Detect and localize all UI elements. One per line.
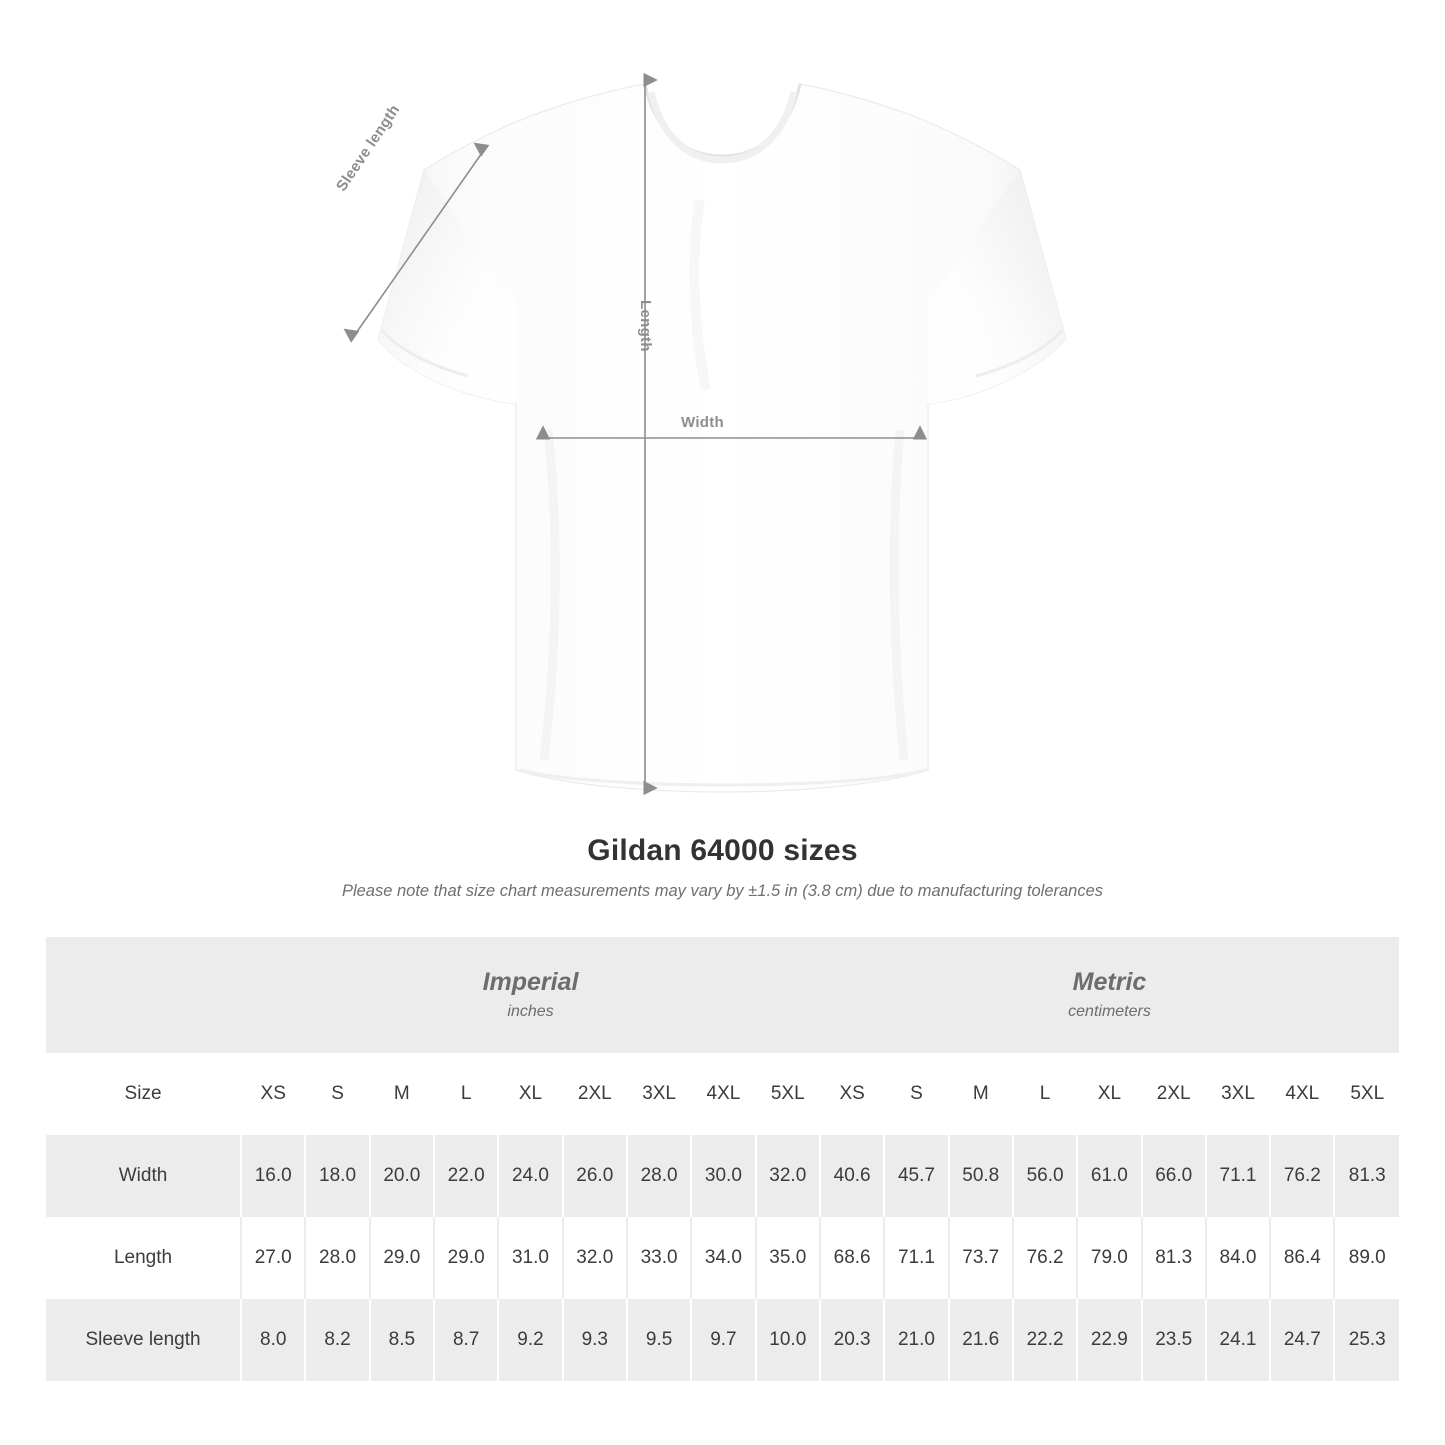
- size-header-cell: 5XL: [1334, 1053, 1399, 1135]
- table-cell: 10.0: [756, 1299, 820, 1381]
- size-header-cell: 2XL: [1142, 1053, 1206, 1135]
- table-cell: 61.0: [1077, 1135, 1141, 1217]
- size-header-cell: XL: [498, 1053, 562, 1135]
- size-header-cell: M: [949, 1053, 1013, 1135]
- table-cell: 86.4: [1270, 1217, 1334, 1299]
- table-cell: 29.0: [370, 1217, 434, 1299]
- table-cell: 89.0: [1334, 1217, 1399, 1299]
- table-cell: 9.7: [691, 1299, 755, 1381]
- row-label-sleeve-length: Sleeve length: [46, 1299, 241, 1381]
- size-header-cell: M: [370, 1053, 434, 1135]
- unit-group-imperial-name: Imperial: [482, 968, 579, 997]
- unit-group-imperial: [241, 937, 820, 1053]
- table-cell: 26.0: [563, 1135, 627, 1217]
- table-cell: 9.3: [563, 1299, 627, 1381]
- table-cell: 22.0: [434, 1135, 498, 1217]
- unit-row-spacer: [46, 937, 241, 1053]
- table-cell: 76.2: [1013, 1217, 1077, 1299]
- table-cell: 20.3: [820, 1299, 884, 1381]
- row-header-size: Size: [46, 1053, 241, 1135]
- table-cell: 31.0: [498, 1217, 562, 1299]
- table-row: [46, 1217, 1399, 1299]
- table-cell: 84.0: [1206, 1217, 1270, 1299]
- table-cell: 22.2: [1013, 1299, 1077, 1381]
- size-header-cell: S: [884, 1053, 948, 1135]
- sleeve-length-dimension-label: Sleeve length: [333, 101, 404, 195]
- table-cell: 56.0: [1013, 1135, 1077, 1217]
- unit-group-metric: [820, 937, 1399, 1053]
- size-header-cell: 3XL: [627, 1053, 691, 1135]
- table-cell: 45.7: [884, 1135, 948, 1217]
- table-cell: 35.0: [756, 1217, 820, 1299]
- table-cell: 21.6: [949, 1299, 1013, 1381]
- table-cell: 33.0: [627, 1217, 691, 1299]
- table-cell: 29.0: [434, 1217, 498, 1299]
- table-cell: 24.7: [1270, 1299, 1334, 1381]
- table-cell: 23.5: [1142, 1299, 1206, 1381]
- table-cell: 34.0: [691, 1217, 755, 1299]
- table-cell: 81.3: [1142, 1217, 1206, 1299]
- table-cell: 8.5: [370, 1299, 434, 1381]
- table-cell: 24.0: [498, 1135, 562, 1217]
- table-cell: 18.0: [305, 1135, 369, 1217]
- table-cell: 20.0: [370, 1135, 434, 1217]
- table-cell: 71.1: [884, 1217, 948, 1299]
- table-cell: 66.0: [1142, 1135, 1206, 1217]
- length-dimension-label: Length: [637, 300, 654, 352]
- table-row: [46, 1299, 1399, 1381]
- table-cell: 27.0: [241, 1217, 305, 1299]
- size-header-cell: 2XL: [563, 1053, 627, 1135]
- table-cell: 8.7: [434, 1299, 498, 1381]
- size-header-cell: XS: [241, 1053, 305, 1135]
- size-header-cell: 5XL: [756, 1053, 820, 1135]
- size-header-cell: L: [1013, 1053, 1077, 1135]
- table-cell: 40.6: [820, 1135, 884, 1217]
- table-cell: 71.1: [1206, 1135, 1270, 1217]
- page-title: Gildan 64000 sizes: [587, 834, 858, 867]
- table-cell: 50.8: [949, 1135, 1013, 1217]
- table-cell: 79.0: [1077, 1217, 1141, 1299]
- size-header-cell: L: [434, 1053, 498, 1135]
- table-cell: 8.2: [305, 1299, 369, 1381]
- size-header-cell: 4XL: [691, 1053, 755, 1135]
- size-header-cell: S: [305, 1053, 369, 1135]
- row-label-length: Length: [46, 1217, 241, 1299]
- table-cell: 21.0: [884, 1299, 948, 1381]
- table-cell: 30.0: [691, 1135, 755, 1217]
- table-cell: 22.9: [1077, 1299, 1141, 1381]
- table-cell: 32.0: [563, 1217, 627, 1299]
- size-chart-table: [46, 937, 1399, 1381]
- table-cell: 9.5: [627, 1299, 691, 1381]
- table-cell: 28.0: [627, 1135, 691, 1217]
- chart-heading-block: [0, 834, 1445, 901]
- table-cell: 28.0: [305, 1217, 369, 1299]
- table-cell: 81.3: [1334, 1135, 1399, 1217]
- table-cell: 76.2: [1270, 1135, 1334, 1217]
- size-header-cell: XL: [1077, 1053, 1141, 1135]
- table-cell: 24.1: [1206, 1299, 1270, 1381]
- table-cell: 73.7: [949, 1217, 1013, 1299]
- table-cell: 8.0: [241, 1299, 305, 1381]
- unit-group-row: [46, 937, 1399, 1053]
- size-table-wrapper: [46, 937, 1399, 1381]
- table-row: [46, 1135, 1399, 1217]
- unit-group-imperial-sub: inches: [507, 1002, 554, 1020]
- size-header-cell: XS: [820, 1053, 884, 1135]
- measurement-tolerance-note: Please note that size chart measurements may vary by ±1.5 in (3.8 cm) due to manufacturing tolerances: [341, 882, 1104, 900]
- width-dimension-label: Width: [681, 414, 725, 431]
- size-header-cell: 3XL: [1206, 1053, 1270, 1135]
- size-header-cell: 4XL: [1270, 1053, 1334, 1135]
- table-cell: 16.0: [241, 1135, 305, 1217]
- size-header-row: [46, 1053, 1399, 1135]
- table-cell: 9.2: [498, 1299, 562, 1381]
- row-label-width: Width: [46, 1135, 241, 1217]
- unit-group-metric-name: Metric: [1072, 968, 1147, 997]
- unit-group-metric-sub: centimeters: [1068, 1002, 1151, 1020]
- table-cell: 68.6: [820, 1217, 884, 1299]
- table-cell: 32.0: [756, 1135, 820, 1217]
- table-cell: 25.3: [1334, 1299, 1399, 1381]
